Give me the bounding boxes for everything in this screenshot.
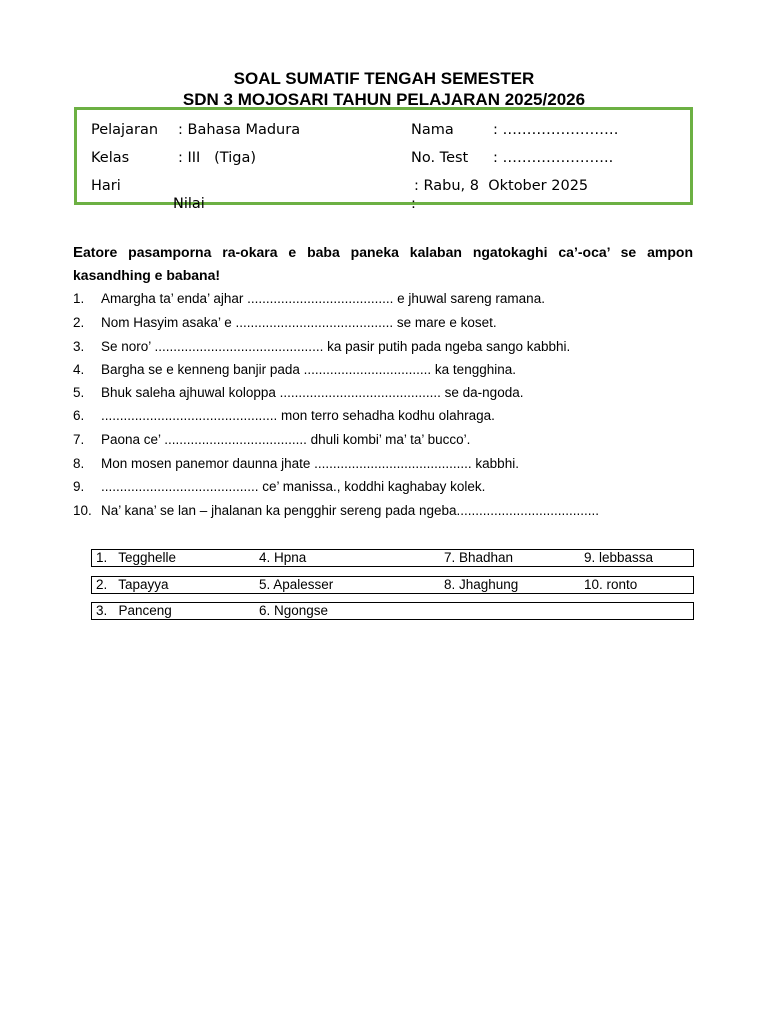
answer-options-row-2 xyxy=(91,576,694,594)
answer-option: 3. Panceng xyxy=(96,603,172,618)
nama-label: Nama xyxy=(411,122,454,138)
question-number: 6. xyxy=(73,408,85,423)
answer-option: 9. lebbassa xyxy=(584,550,654,565)
question-number: 8. xyxy=(73,456,85,471)
question-text: ............................................... mon terro sehadha kodhu olahraga. xyxy=(101,408,495,423)
answer-option: 2. Tapayya xyxy=(96,577,169,592)
question-text: Na’ kana’ se lan – jhalanan ka pengghir sereng pada ngeba...................................... xyxy=(101,503,600,518)
question-text: Se noro’ ............................................. ka pasir putih pada ngeba sango kabbhi. xyxy=(101,339,571,354)
question-number: 7. xyxy=(73,432,85,447)
answer-options-row-1 xyxy=(91,549,694,567)
question-number: 2. xyxy=(73,315,85,330)
answer-options-row-3 xyxy=(91,602,694,620)
question-text: Bargha se e kenneng banjir pada .................................. ka tengghina. xyxy=(101,362,516,377)
question-number: 9. xyxy=(73,479,85,494)
instruction-text xyxy=(73,241,693,287)
question-number: 5. xyxy=(73,385,85,400)
instruction-first-letter: E xyxy=(73,244,84,261)
answer-option: 8. Jhaghung xyxy=(444,577,519,592)
nilai-label: Nilai xyxy=(173,196,205,212)
nama-value: : …………………… xyxy=(493,122,619,138)
pelajaran-label: Pelajaran xyxy=(91,122,159,138)
question-text: Amargha ta’ enda’ ajhar ....................................... e jhuwal sareng ramana. xyxy=(101,291,545,306)
nilai-colon: : xyxy=(411,196,416,212)
pelajaran-value: : Bahasa Madura xyxy=(178,122,301,138)
question-text: Paona ce’ ...................................... dhuli kombi’ ma’ ta’ bucco’. xyxy=(101,432,471,447)
kelas-label: Kelas xyxy=(91,150,130,166)
document-subtitle: SDN 3 MOJOSARI TAHUN PELAJARAN 2025/2026 xyxy=(182,90,586,109)
question-number: 1. xyxy=(73,291,85,306)
answer-option: 5. Apalesser xyxy=(259,577,334,592)
document-title: SOAL SUMATIF TENGAH SEMESTER xyxy=(233,69,535,88)
kelas-value: : III (Tiga) xyxy=(178,150,256,166)
question-text: Bhuk saleha ajhuwal koloppa ........................................... se da-ngoda. xyxy=(101,385,524,400)
question-text: Mon mosen panemor daunna jhate .......................................... kabbhi. xyxy=(101,456,519,471)
notest-value: : ………………….. xyxy=(493,150,614,166)
question-text: Nom Hasyim asaka’ e .......................................... se mare e koset. xyxy=(101,315,497,330)
answer-option: 10. ronto xyxy=(584,577,638,592)
answer-option: 6. Ngongse xyxy=(259,603,329,618)
answer-option: 1. Tegghelle xyxy=(96,550,177,565)
question-number: 3. xyxy=(73,339,85,354)
question-number: 4. xyxy=(73,362,85,377)
question-text: .......................................... ce’ manissa., koddhi kaghabay kolek. xyxy=(101,479,486,494)
answer-option: 7. Bhadhan xyxy=(444,550,514,565)
hari-value: : Rabu, 8 Oktober 2025 xyxy=(414,178,589,194)
hari-label: Hari xyxy=(91,178,121,194)
answer-option: 4. Hpna xyxy=(259,550,307,565)
instruction-body: atore pasamporna ra-okara e baba paneka kalaban ngatokaghi ca’-oca’ se ampon kasandhing e babana! xyxy=(73,244,693,283)
notest-label: No. Test xyxy=(411,150,469,166)
question-number: 10. xyxy=(73,503,92,518)
